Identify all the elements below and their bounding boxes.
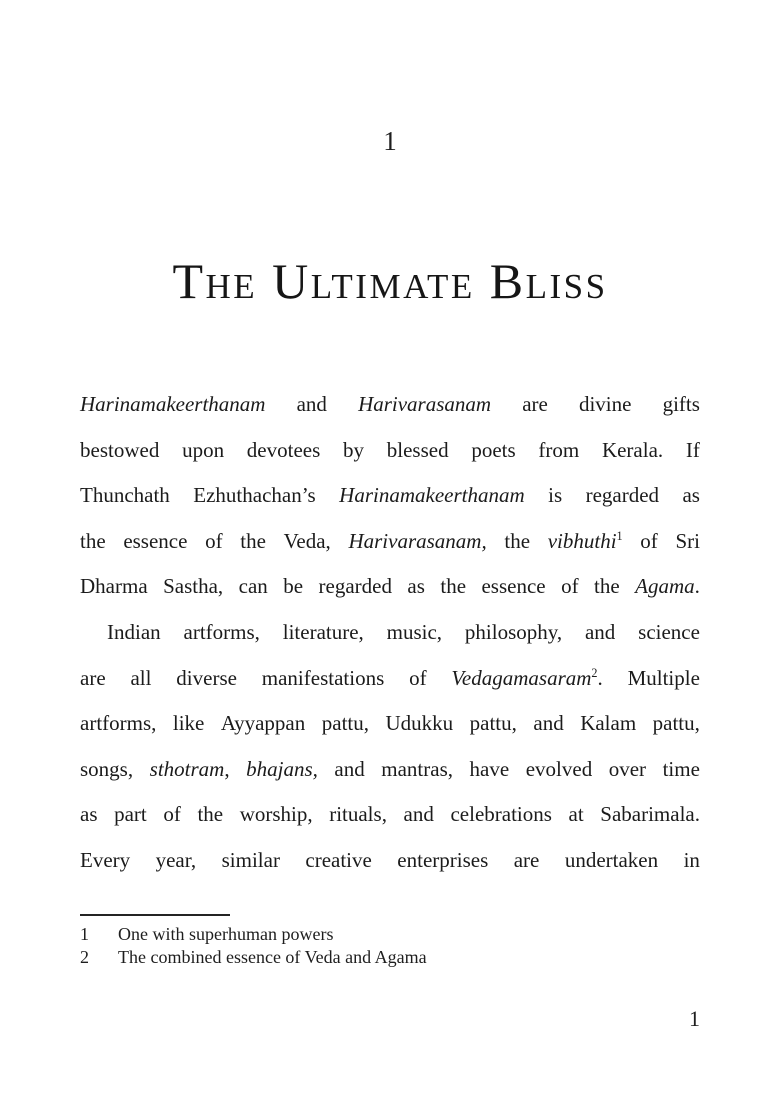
text-line — [80, 620, 700, 666]
text-line — [80, 848, 700, 894]
word: of — [205, 528, 223, 553]
word: sthotram, — [149, 756, 230, 781]
word: essence — [123, 528, 188, 553]
text-line — [80, 757, 700, 803]
word: music, — [386, 619, 443, 644]
word: pattu, — [321, 711, 369, 736]
word: Harinamakeerthanam — [80, 392, 266, 416]
word: upon — [182, 437, 225, 462]
word: the — [80, 528, 106, 553]
footnote-marker: 1 — [80, 923, 89, 944]
chapter-number: 1 — [383, 126, 397, 156]
word: the — [594, 574, 620, 599]
word: literature, — [282, 619, 364, 644]
word: is — [548, 483, 563, 508]
word: as — [407, 574, 425, 599]
word: the — [440, 574, 467, 599]
word: artforms, — [80, 711, 157, 736]
word: blessed — [386, 437, 449, 462]
word: Vedagamasaram$^2$. — [451, 665, 603, 690]
word: Agama. — [635, 574, 700, 599]
word: celebrations — [450, 802, 552, 827]
footnote — [80, 946, 700, 969]
word: can — [238, 574, 268, 599]
page-number: 1 — [689, 1005, 700, 1031]
word: regarded — [585, 483, 660, 508]
word: the — [197, 802, 224, 827]
word: of — [163, 802, 181, 827]
word: rituals, — [329, 802, 387, 827]
word: poets — [471, 437, 516, 462]
footnote-text: The combined essence of Veda and Agama — [118, 946, 427, 967]
word: Harivarasanam — [358, 392, 492, 416]
word: science — [638, 619, 700, 644]
text-line — [80, 574, 700, 620]
chapter-title: The Ultimate Bliss — [172, 253, 608, 309]
word: Sri — [675, 528, 700, 553]
word: Thunchath — [80, 483, 170, 508]
text-line — [80, 529, 700, 575]
text-line — [80, 483, 700, 529]
word: the — [240, 528, 266, 553]
word: by — [343, 437, 365, 462]
word: enterprises — [397, 847, 489, 872]
word: and — [584, 619, 616, 644]
word: Harinamakeerthanam — [339, 483, 525, 508]
word: manifestations — [261, 665, 385, 690]
word: of — [640, 528, 658, 553]
word: Sastha, — [163, 574, 224, 599]
word: in — [683, 847, 700, 872]
word: from — [538, 437, 580, 462]
word: pattu, — [652, 711, 700, 736]
word: undertaken — [564, 847, 659, 872]
word: like — [172, 711, 205, 736]
text-line — [80, 711, 700, 757]
word: mantras, — [381, 756, 453, 781]
word: Veda, — [283, 528, 331, 553]
footnotes-section — [80, 914, 700, 969]
word: and — [533, 711, 564, 736]
footnote-text: One with superhuman powers — [118, 923, 334, 944]
footnote-marker: 2 — [80, 946, 89, 967]
word: worship, — [239, 802, 313, 827]
word: as — [80, 802, 98, 827]
word: and — [296, 392, 327, 416]
word: Indian — [107, 619, 161, 644]
footnote-separator — [80, 914, 230, 916]
word: essence — [481, 574, 546, 599]
word: creative — [305, 847, 372, 872]
word: similar — [221, 847, 280, 872]
word: part — [114, 802, 147, 827]
word: Multiple — [627, 665, 700, 690]
text-line — [80, 666, 700, 712]
word: Kerala. — [601, 437, 664, 462]
word: as — [682, 483, 700, 508]
word: time — [662, 756, 700, 781]
word: at — [568, 802, 584, 827]
word: philosophy, — [464, 619, 563, 644]
text-line — [80, 802, 700, 848]
footnote — [80, 923, 700, 946]
word: bestowed — [80, 437, 160, 462]
word: pattu, — [469, 711, 517, 736]
word: are — [513, 847, 540, 872]
body-text — [80, 392, 700, 894]
word: Udukku — [385, 711, 454, 736]
word: divine — [578, 392, 632, 416]
word: vibhuthi$^1$ — [547, 528, 623, 553]
word: of — [561, 574, 579, 599]
word: evolved — [525, 756, 593, 781]
word: bhajans, — [246, 756, 318, 781]
word: Dharma — [80, 574, 148, 599]
word: are — [80, 665, 106, 690]
word: the — [504, 528, 531, 553]
word: diverse — [176, 665, 237, 690]
word: If — [685, 437, 700, 462]
word: Every — [80, 847, 131, 872]
word: Ezhuthachan’s — [193, 483, 316, 508]
word: Harivarasanam, — [348, 528, 487, 553]
word: gifts — [662, 392, 700, 416]
word: year, — [155, 847, 197, 872]
word: Ayyappan — [220, 711, 306, 736]
word: devotees — [246, 437, 321, 462]
word: over — [608, 756, 647, 781]
word: have — [469, 756, 510, 781]
word: artforms, — [183, 619, 260, 644]
word: songs, — [80, 756, 134, 781]
word: and — [334, 756, 365, 781]
word: all — [130, 665, 152, 690]
word: Kalam — [580, 711, 637, 736]
word: be — [283, 574, 304, 599]
page-footer — [80, 1007, 700, 1031]
text-line — [80, 392, 700, 438]
word: of — [409, 665, 427, 690]
text-line — [80, 438, 700, 484]
word: are — [522, 392, 548, 416]
word: regarded — [318, 574, 392, 599]
word: and — [403, 802, 434, 827]
word: Sabarimala. — [600, 802, 700, 827]
